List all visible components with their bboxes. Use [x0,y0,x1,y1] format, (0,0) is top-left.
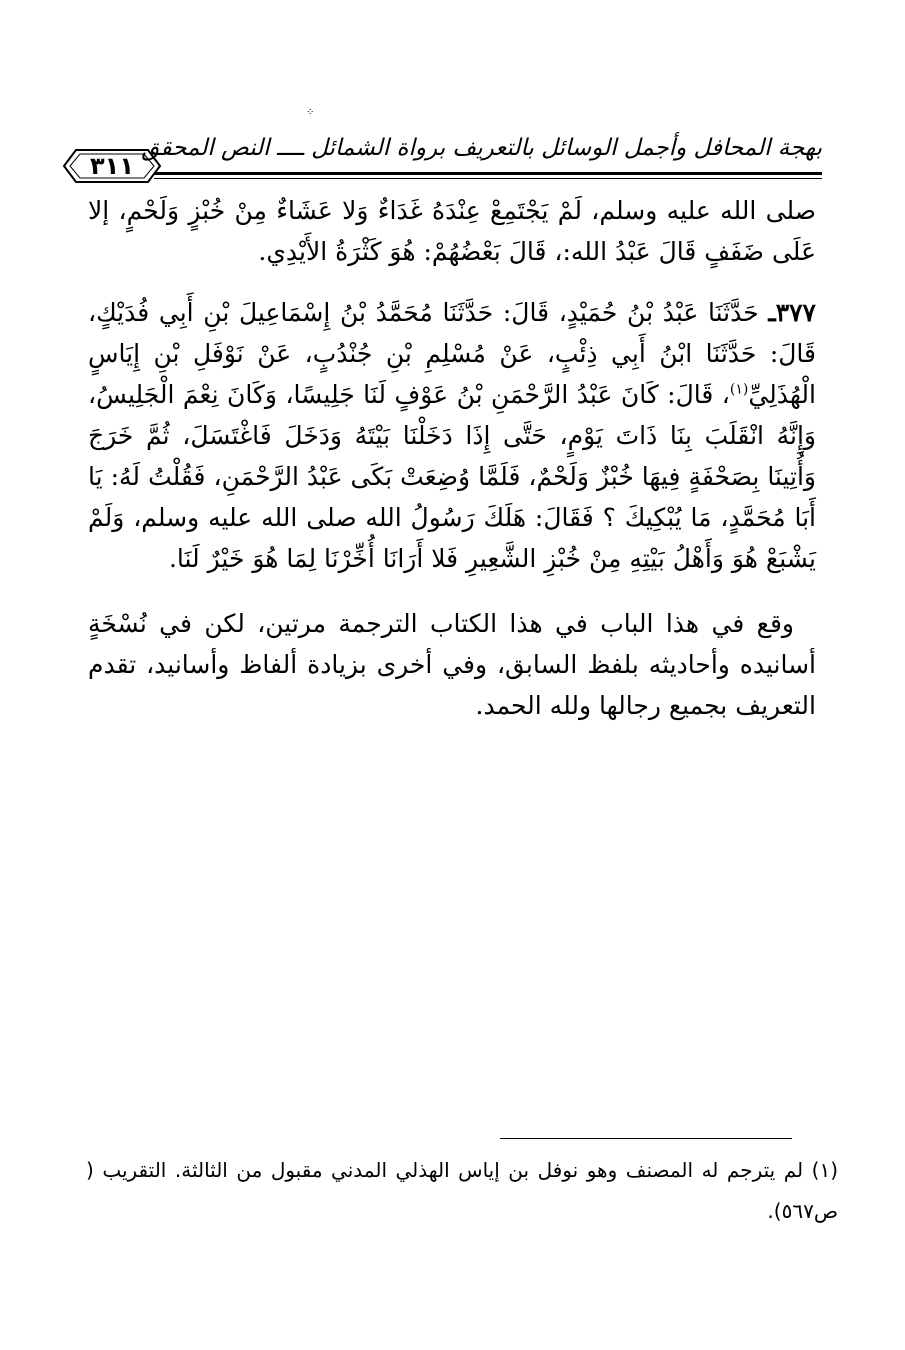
hadith-paragraph [88,292,816,579]
main-text [88,190,816,726]
page-header [62,128,822,190]
footnote-area [86,1150,838,1232]
editor-note-paragraph: وقع في هذا الباب في هذا الكتاب الترجمة مرتين، لكن في نُسْخَةٍ أسانيده وأحاديثه بلفظ السابق، وفي أخرى بزيادة ألفاظ وأسانيد، تقدم التعريف بجميع رجالها ولله الحمد. [88,609,816,720]
paragraph-continuation: صلى الله عليه وسلم، لَمْ يَجْتَمِعْ عِنْدَهُ غَدَاءٌ وَلا عَشَاءٌ مِنْ خُبْزٍ وَلَحْمٍ، إلا عَلَى ضَفَفٍ قَالَ عَبْدُ الله:، قَالَ بَعْضُهُمْ: هُوَ كَثْرَةُ الأَيْدِي. [88,196,816,266]
footnote-reference: (١) [729,381,749,398]
hadith-text-part-1: حَدَّثَنَا عَبْدُ بْنُ حُمَيْدٍ، قَالَ: حَدَّثَنَا مُحَمَّدُ بْنُ إِسْمَاعِيلَ بْنِ أَبِي فُدَيْكٍ، قَالَ: حَدَّثَنَا ابْنُ أَبِي ذِئْبٍ، عَنْ مُسْلِمِ بْنِ جُنْدُبٍ، عَنْ نَوْفَلِ بْنِ إِيَاسٍ الْهُذَلِيِّ [88,298,816,409]
page-number-frame [62,148,162,184]
footnote-text: (١) لم يترجم له المصنف وهو نوفل بن إياس الهذلي المدني مقبول من الثالثة. التقريب ( ص٥٦٧). [86,1158,838,1223]
header-rule [154,172,822,175]
ornament-mark: ⁘ [306,107,315,118]
hadith-number: ٣٧٧ـ [768,298,816,327]
header-rule-thin [154,178,822,179]
running-title: بهجة المحافل وأجمل الوسائل بالتعريف برواة الشمائل ــــ النص المحقق [141,135,822,161]
page-number: ٣١١ [90,152,134,180]
hadith-text-part-2: ، قَالَ: كَانَ عَبْدُ الرَّحْمَنِ بْنُ عَوْفٍ لَنَا جَلِيسًا، وَكَانَ نِعْمَ الْجَلِيسُ، وَإِنَّهُ انْقَلَبَ بِنَا ذَاتَ يَوْمٍ، حَتَّى إِذَا دَخَلْنَا بَيْتَهُ وَدَخَلَ فَاغْتَسَلَ، ثُمَّ خَرَجَ وَأُتِينَا بِصَحْفَةٍ فِيهَا خُبْزٌ وَلَحْمٌ، فَلَمَّا وُضِعَتْ بَكَى عَبْدُ الرَّحْمَنِ، فَقُلْتُ لَهُ: يَا أَبَا مُحَمَّدٍ، مَا يُبْكِيكَ ؟ فَقَالَ: هَلَكَ رَسُولُ الله صلى الله عليه وسلم، وَلَمْ يَشْبَعْ هُوَ وَأَهْلُ بَيْتِهِ مِنْ خُبْزِ الشَّعِيرِ فَلا أَرَانَا أُخِّرْنَا لِمَا هُوَ خَيْرٌ لَنَا. [88,380,816,573]
footnote-separator [500,1138,792,1139]
